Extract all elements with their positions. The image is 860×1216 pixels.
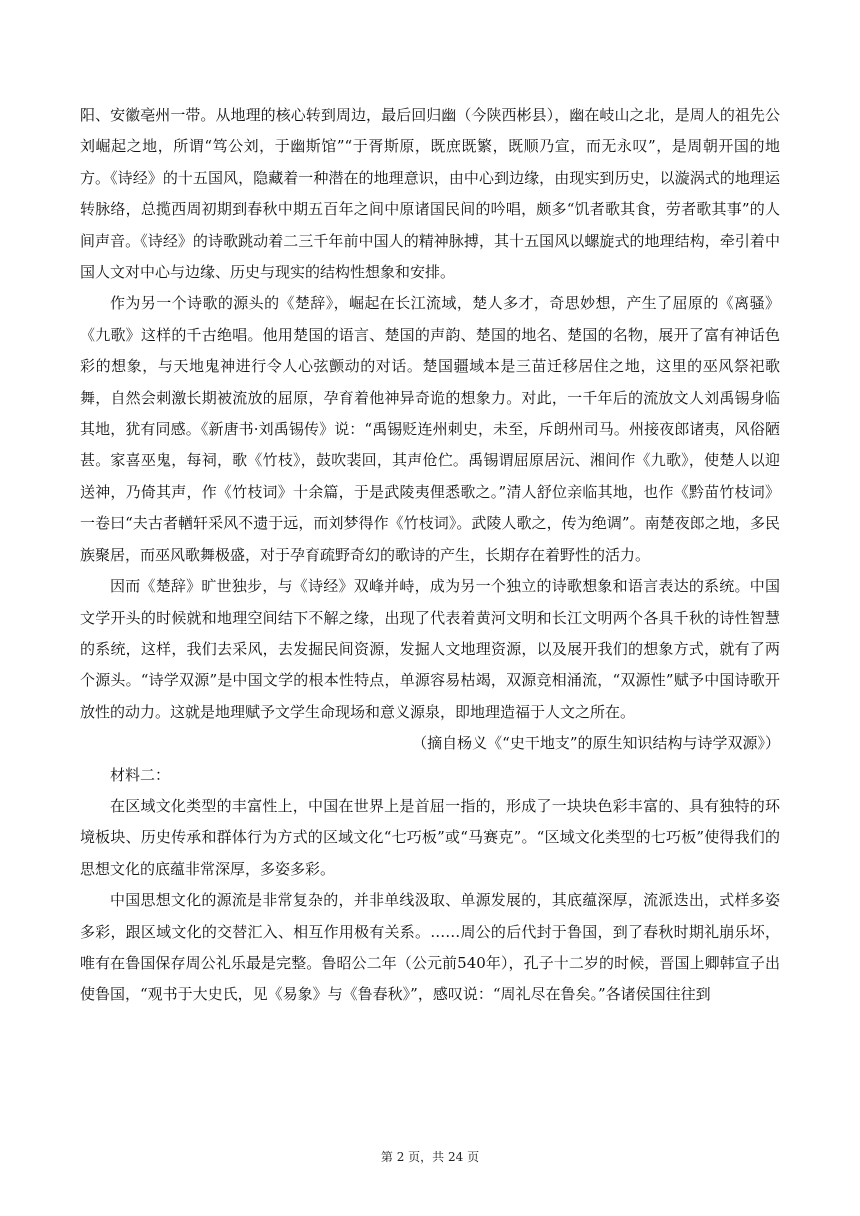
page-footer	[0, 1148, 860, 1165]
paragraph-4: 在区域文化类型的丰富性上，中国在世界上是首屈一指的，形成了一块块色彩丰富的、具有独特的环境板块、历史传承和群体行为方式的区域文化“七巧板”或“马赛克”。“区域文化类型的七巧板”使得我们的思想文化的底蕴非常深厚，多姿多彩。	[80, 796, 780, 878]
paragraph-2: 作为另一个诗歌的源头的《楚辞》，崛起在长江流域，楚人多才，奇思妙想，产生了屈原的《离骚》《九歌》这样的千古绝唱。他用楚国的语言、楚国的声韵、楚国的地名、楚国的名物，展开了富有神话色彩的想象，与天地鬼神进行令人心弦颤动的对话。楚国疆域本是三苗迁移居住之地，这里的巫风祭祀歌舞，自然会刺激长期被流放的屈原，孕育着他神异奇诡的想象力。对此，一千年后的流放文人刘禹锡身临其地，犹有同感。《新唐书·刘禹锡传》说：“禹锡贬连州刺史，未至，斥朗州司马。州接夜郎诸夷，风俗陋甚。家喜巫鬼，每祠，歌《竹枝》，鼓吹裴回，其声伧伫。禹锡谓屈原居沅、湘间作《九歌》，使楚人以迎送神，乃倚其声，作《竹枝词》十余篇，于是武陵夷俚悉歌之。”清人舒位亲临其地，也作《黔苗竹枝词》一卷曰“夫古者輶轩采风不遗于远，而刘梦得作《竹枝词》。武陵人歌之，传为绝调”。南楚夜郎之地，多民族聚居，而巫风歌舞极盛，对于孕育疏野奇幻的歌诗的产生，长期存在着野性的活力。	[80, 294, 780, 564]
paragraph-1: 阳、安徽亳州一带。从地理的核心转到周边，最后回归幽（今陕西彬县），幽在岐山之北，是周人的祖先公刘崛起之地，所谓“笃公刘，于幽斯馆”“于胥斯原，既庶既繁，既顺乃宣，而无永叹”，是周朝开国的地方。《诗经》的十五国风，隐藏着一种潜在的地理意识，由中心到边缘，由现实到历史，以漩涡式的地理运转脉络，总揽西周初期到春秋中期五百年之间中原诸国民间的吟唱，颇多“饥者歌其食，劳者歌其事”的人间声音。《诗经》的诗歌跳动着二三千年前中国人的精神脉搏，其十五国风以螺旋式的地理结构，牵引着中国人文对中心与边缘、历史与现实的结构性想象和安排。	[80, 106, 780, 282]
paragraph-5: 中国思想文化的源流是非常复杂的，并非单线汲取、单源发展的，其底蕴深厚，流派迭出，式样多姿多彩，跟区域文化的交替汇入、相互作用极有关系。……周公的后代封于鲁国，到了春秋时期礼崩乐坏，唯有在鲁国保存周公礼乐最是完整。鲁昭公二年（公元前540年），孔子十二岁的时候，晋国上卿韩宣子出使鲁国，“观书于大史氏，见《易象》与《鲁春秋》”，感叹说：“周礼尽在鲁矣。”各诸侯国往往到	[80, 891, 780, 1004]
page-number-label: 第 2 页，共 24 页	[380, 1150, 480, 1164]
source-citation: （摘自杨义《“史干地支”的原生知识结构与诗学双源》）	[412, 734, 780, 753]
section-heading-material-2: 材料二：	[110, 765, 171, 784]
document-body	[80, 100, 780, 1011]
paragraph-3: 因而《楚辞》旷世独步，与《诗经》双峰并峙，成为另一个独立的诗歌想象和语言表达的系统。中国文学开头的时候就和地理空间结下不解之缘，出现了代表着黄河文明和长江文明两个各具千秋的诗性智慧的系统，这样，我们去采风，去发掘民间资源，发掘人文地理资源，以及展开我们的想象方式，就有了两个源头。“诗学双源”是中国文学的根本性特点，单源容易枯竭，双源竞相涌流，“双源性”赋予中国诗歌开放性的动力。这就是地理赋予文学生命现场和意义源泉，即地理造福于人文之所在。	[80, 577, 780, 721]
